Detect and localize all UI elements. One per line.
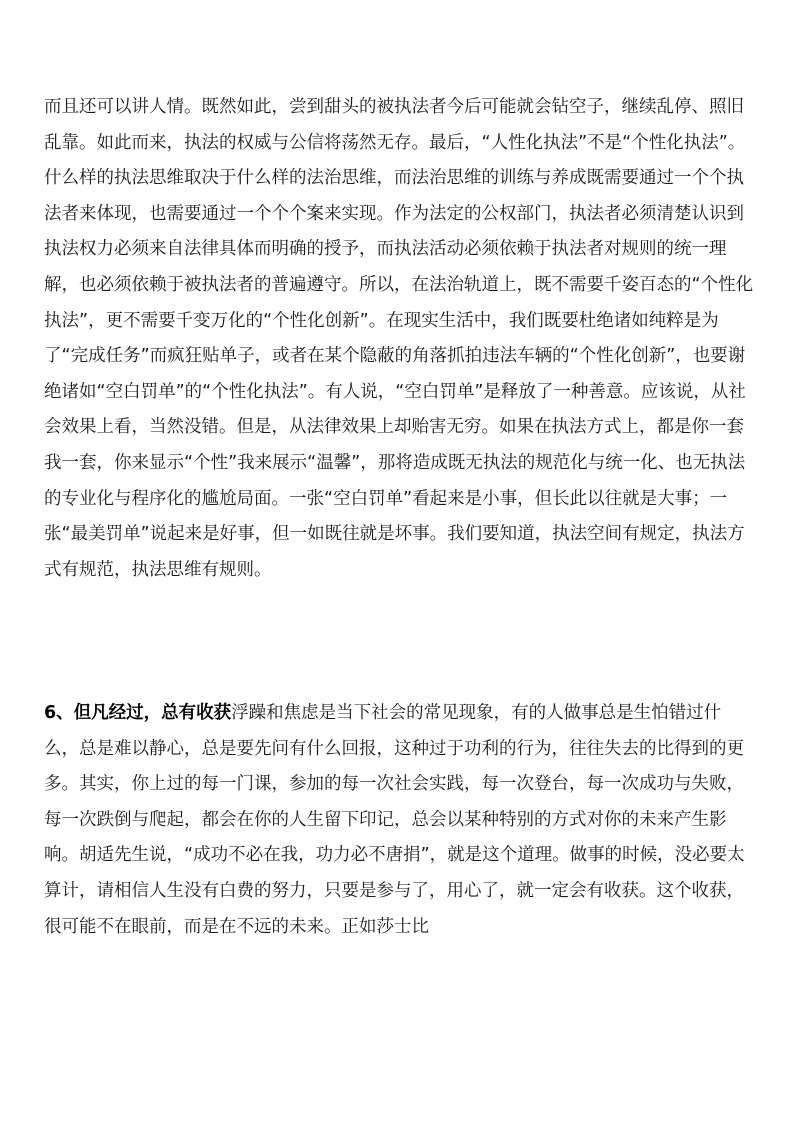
section-6-heading: 6、但凡经过，总有收获	[44, 703, 232, 723]
section-6-paragraph	[44, 696, 754, 945]
section-6-body: 浮躁和焦虑是当下社会的常见现象，有的人做事总是生怕错过什么，总是难以静心，总是要先问有什么回报，这种过于功利的行为，往往失去的比得到的更多。其实，你上过的每一门课，参加的每一次社会实践，每一次登台，每一次成功与失败，每一次跌倒与爬起，都会在你的人生留下印记，总会以某种特别的方式对你的未来产生影响。胡适先生说，“成功不必在我，功力必不唐捐”，就是这个道理。做事的时候，没必要太算计，请相信人生没有白费的努力，只要是参与了，用心了，就一定会有收获。这个收获，很可能不在眼前，而是在不远的未来。正如莎士比	[44, 703, 745, 937]
body-paragraph: 而且还可以讲人情。既然如此，尝到甜头的被执法者今后可能就会钻空子，继续乱停、照旧乱靠。如此而来，执法的权威与公信将荡然无存。最后，“人性化执法”不是“个性化执法”。什么样的执法思维取决于什么样的法治思维，而法治思维的训练与养成既需要通过一个个执法者来体现，也需要通过一个个个案来实现。作为法定的公权部门，执法者必须清楚认识到执法权力必须来自法律具体而明确的授予，而执法活动必须依赖于执法者对规则的统一理解，也必须依赖于被执法者的普遍遵守。所以，在法治轨道上，既不需要千姿百态的“个性化执法”，更不需要千变万化的“个性化创新”。在现实生活中，我们既要杜绝诸如纯粹是为了“完成任务”而疯狂贴单子，或者在某个隐蔽的角落抓拍违法车辆的“个性化创新”，也要谢绝诸如“空白罚单”的“个性化执法”。有人说，“空白罚单”是释放了一种善意。应该说，从社会效果上看，当然没错。但是，从法律效果上却贻害无穷。如果在执法方式上，都是你一套我一套，你来显示“个性”我来展示“温馨”，那将造成既无执法的规范化与统一化、也无执法的专业化与程序化的尴尬局面。一张“空白罚单”看起来是小事，但长此以往就是大事；一张“最美罚单”说起来是好事，但一如既往就是坏事。我们要知道，执法空间有规定，执法方式有规范，执法思维有规则。	[44, 97, 754, 580]
